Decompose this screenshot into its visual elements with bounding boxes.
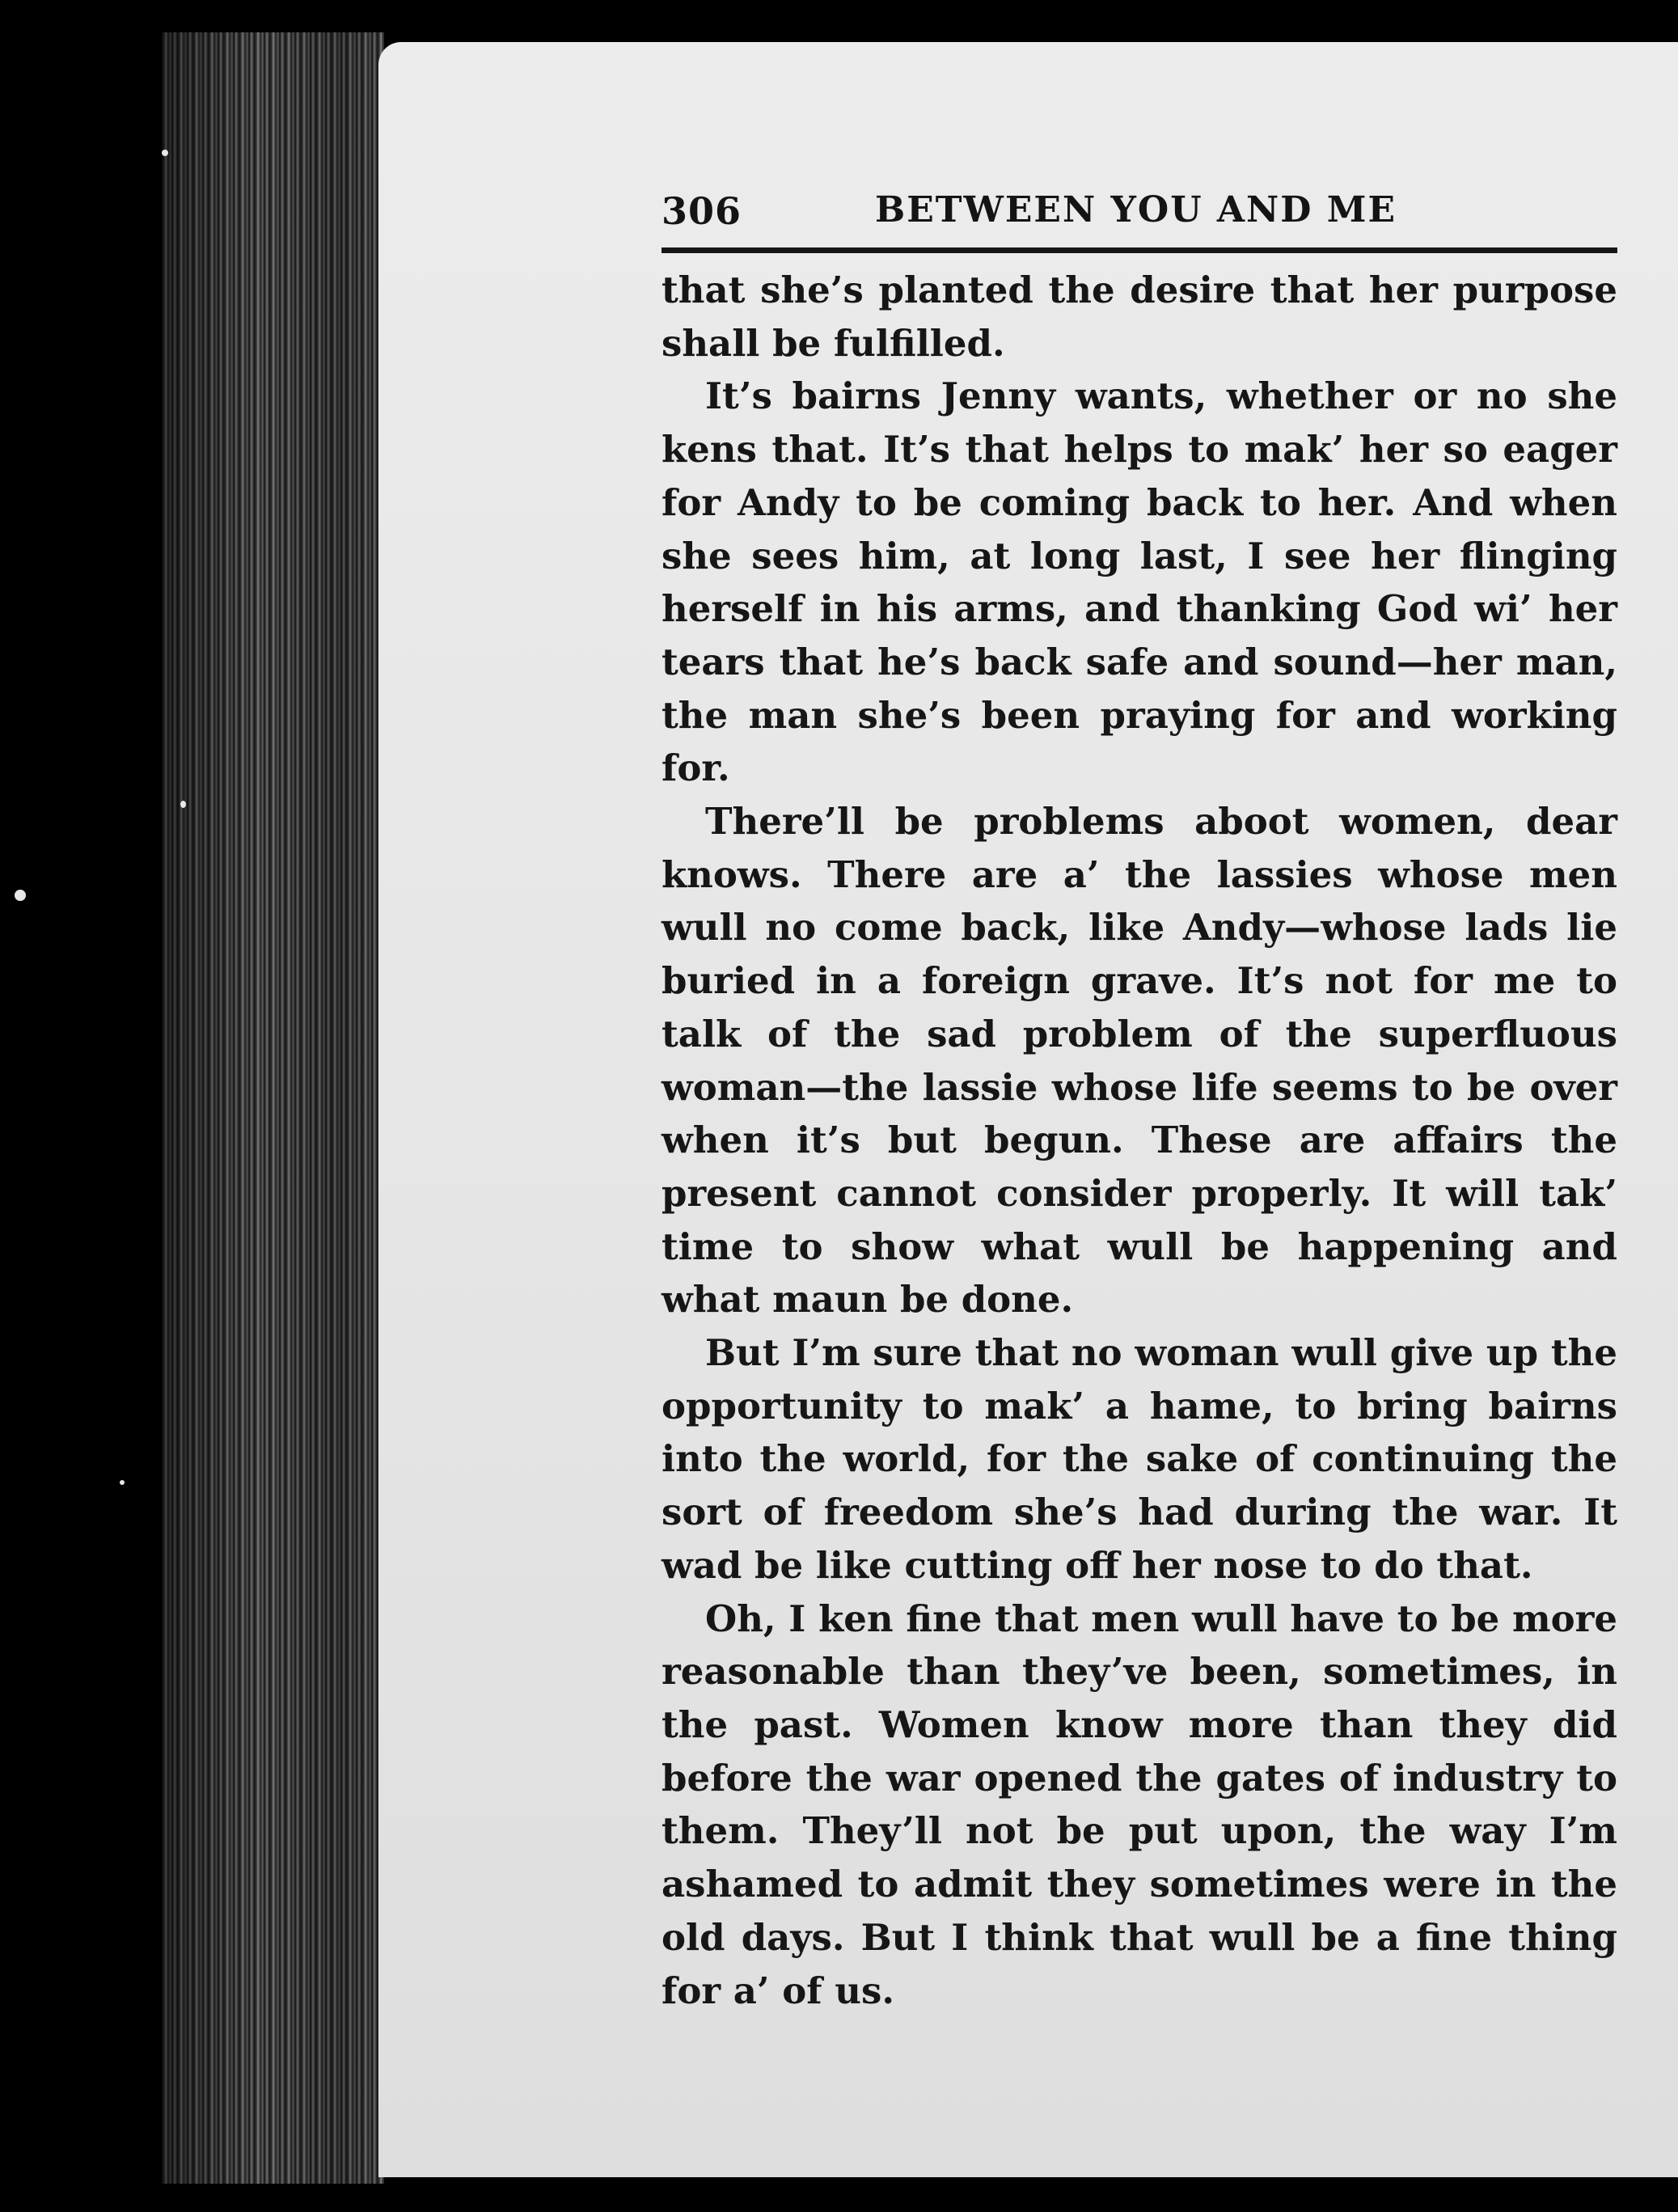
running-title: BETWEEN YOU AND ME (875, 189, 1397, 231)
body-text (661, 264, 1617, 2017)
running-head (661, 189, 1617, 247)
paragraph: Oh, I ken fine that men wull have to be more reasonable than they’ve been, sometimes, in the past. Women know more than they did before the war opened the gates of industry to them. They’ll not be put upon, the way I’m ashamed to admit they sometimes were in the old days. But I think that wull be a fine thing for a’ of us. (661, 1597, 1617, 2012)
dust-speck (180, 801, 186, 808)
paragraph: It’s bairns Jenny wants, whether or no she kens that. It’s that helps to mak’ her so eager for Andy to be coming back to her. And when she sees him, at long last, I see her flinging herself in his arms, and thanking God wi’ her tears that he’s back safe and sound—her man, the man she’s been praying for and working for. (661, 374, 1617, 790)
header-rule (661, 247, 1617, 253)
paragraph: There’ll be problems aboot women, dear knows. There are a’ the lassies whose men wull no come back, like Andy—whose lads lie buried in a foreign grave. It’s not for me to talk of the sad problem of the superfluous woman—the lassie whose life seems to be over when it’s but begun. These are affairs the present cannot consider properly. It will tak’ time to show what wull be happening and what maun be done. (661, 800, 1617, 1322)
paragraph: But I’m sure that no woman wull give up the opportunity to mak’ a hame, to bring bairns into the world, for the sake of continuing the sort of freedom she’s had during the war. It wad be like cutting off her nose to do that. (661, 1331, 1617, 1587)
paragraph: that she’s planted the desire that her purpose shall be fulfilled. (661, 269, 1617, 365)
page-number: 306 (661, 189, 742, 233)
dust-speck (120, 1480, 125, 1485)
dust-speck (15, 890, 26, 901)
page-edges-shadow (162, 32, 384, 2184)
dust-speck (162, 150, 168, 156)
